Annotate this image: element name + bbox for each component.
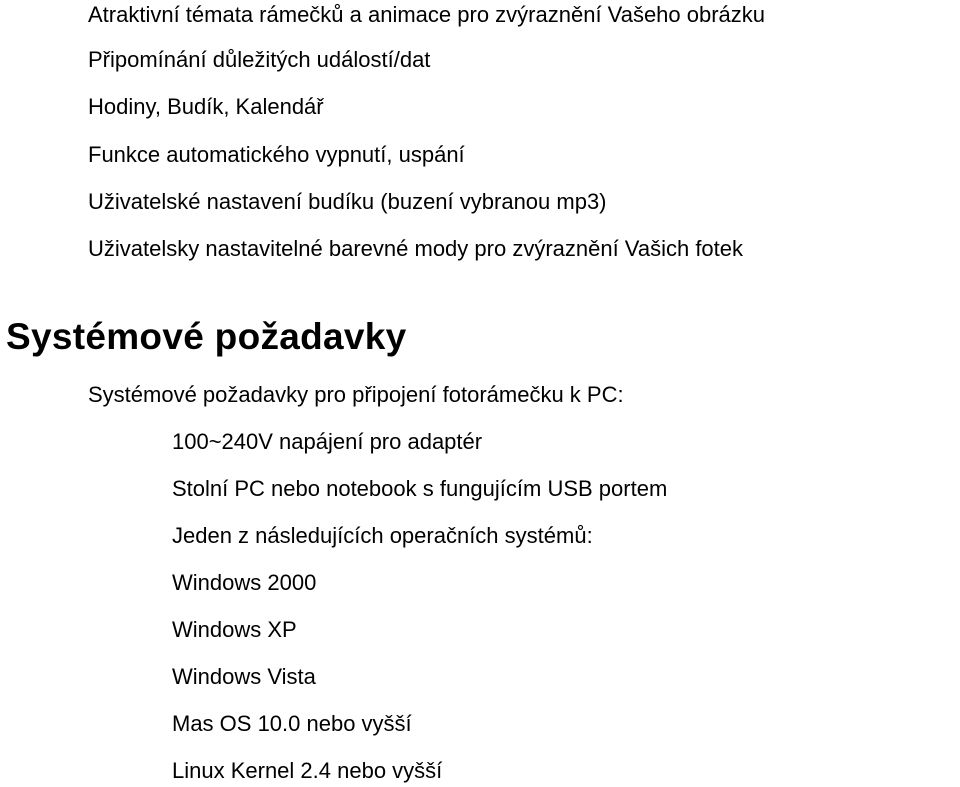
os-item: Mas OS 10.0 nebo vyšší (172, 711, 412, 736)
feature-line: Připomínání důležitých událostí/dat (88, 47, 431, 72)
feature-line: Uživatelsky nastavitelné barevné mody pro zvýraznění Vašich fotek (88, 236, 744, 261)
feature-line: Hodiny, Budík, Kalendář (88, 94, 324, 119)
os-item: Linux Kernel 2.4 nebo vyšší (172, 758, 443, 783)
requirements-intro: Systémové požadavky pro připojení fotorámečku k PC: (88, 382, 624, 407)
feature-line: Atraktivní témata rámečků a animace pro zvýraznění Vašeho obrázku (88, 2, 766, 27)
os-item: Windows Vista (172, 664, 316, 689)
feature-line: Funkce automatického vypnutí, uspání (88, 142, 465, 167)
feature-line: Uživatelské nastavení budíku (buzení vybranou mp3) (88, 189, 607, 214)
requirement-item: 100~240V napájení pro adaptér (172, 429, 483, 454)
os-item: Windows 2000 (172, 570, 317, 595)
os-item: Windows XP (172, 617, 297, 642)
section-heading: Systémové požadavky (6, 316, 407, 357)
requirement-item: Jeden z následujících operačních systémů: (172, 523, 593, 548)
requirement-item: Stolní PC nebo notebook s fungujícím USB portem (172, 476, 668, 501)
